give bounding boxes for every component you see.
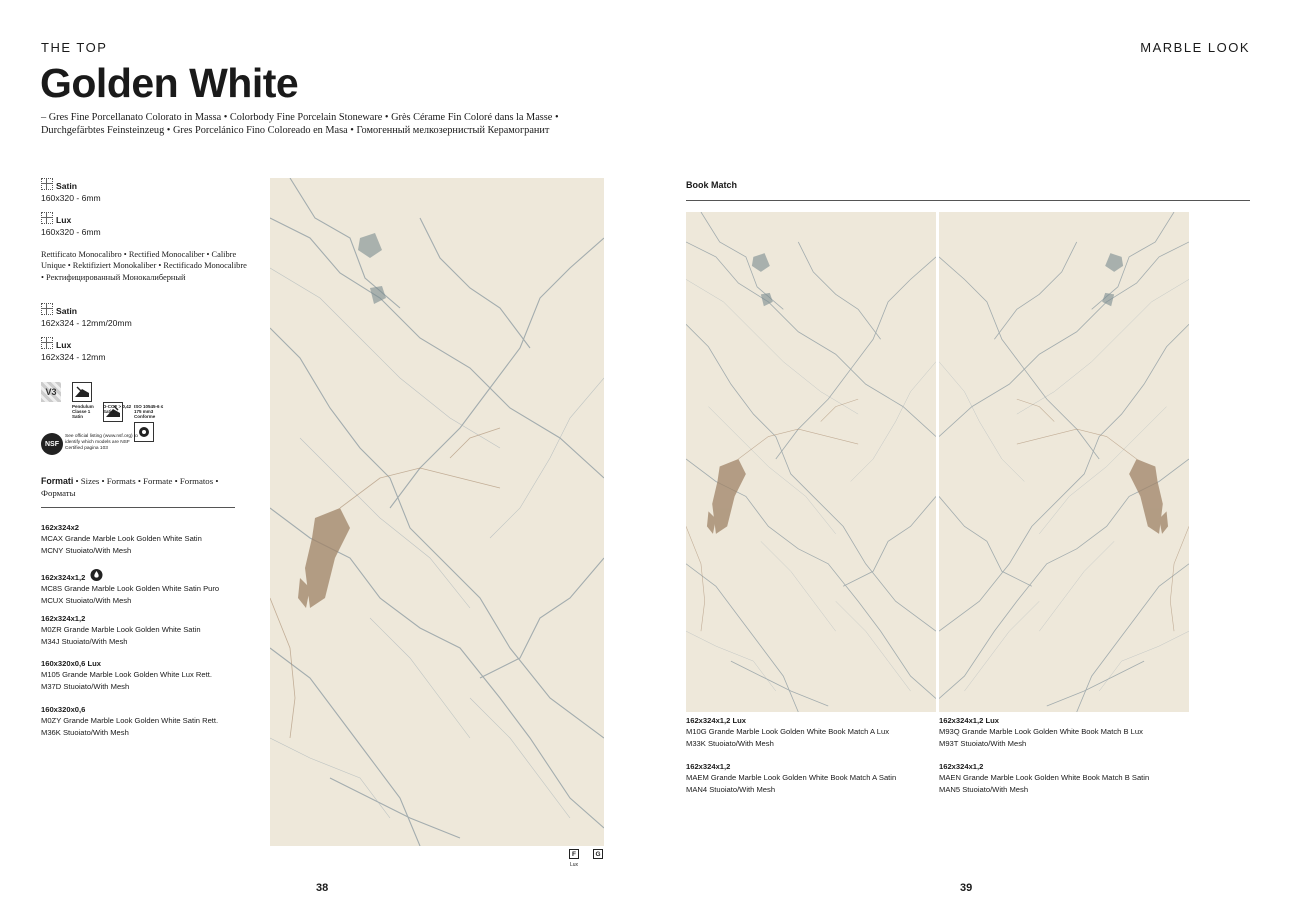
item-desc: MAEM Grande Marble Look Golden White Book Match A Satin [686,773,897,783]
category-label: MARBLE LOOK [1140,40,1250,55]
item-size: 162x324x1,2 [686,762,731,771]
item-desc: MC8S Grande Marble Look Golden White Satin Puro [41,584,220,594]
v-rating-icon: V3 [41,382,61,402]
finish-icon [41,337,53,349]
collection-label: THE TOP [41,40,108,55]
item-mesh: M36K Stuoiato/With Mesh [41,727,129,737]
list-item [41,658,212,692]
spec-size: 162x324 - 12mm [41,351,106,362]
item-size: 162x324x2 [41,523,80,532]
book-match-a-image [686,212,936,712]
spec-finish: Satin [56,181,78,191]
formats-translations: • Sizes • Formats • Formate • Formatos • Форматы [41,476,219,498]
finish-g-badge: G [593,849,603,859]
iso-label: ISO 10545-6 ≤ 175 mm3 Conforme [134,404,164,420]
badge-lux-label: Lux [570,862,579,868]
item-desc: MAEN Grande Marble Look Golden White Book Match B Satin [939,773,1150,783]
item-desc: M93Q Grande Marble Look Golden White Book Match B Lux [939,727,1143,737]
item-mesh: M34J Stuoiato/With Mesh [41,636,128,646]
finish-icon [41,212,53,224]
item-size: 160x320x0,6 Lux [41,659,101,668]
spec-finish: Satin [56,306,78,316]
item-mesh: MCNY Stuoiato/With Mesh [41,545,132,555]
finish-icon [41,178,53,190]
formats-label: Formati [41,476,74,486]
item-size: 162x324x1,2 Lux [939,716,999,725]
spec-size: 162x324 - 12mm/20mm [41,317,132,328]
item-size: 162x324x1,2 [41,614,86,623]
item-mesh: MAN4 Stuoiato/With Mesh [686,784,776,794]
subtitle-line-2: Durchgefärbtes Feinsteinzeug • Gres Porcelánico Fino Coloreado en Masa • Гомогенный мелкозернистый Керамогранит [41,125,550,136]
page-number-right: 39 [960,882,973,894]
formats-divider [41,507,235,508]
item-mesh: M93T Stuoiato/With Mesh [939,738,1027,748]
item-size: 162x324x1,2 [41,573,86,582]
item-mesh: MAN5 Stuoiato/With Mesh [939,784,1029,794]
item-desc: M0ZY Grande Marble Look Golden White Satin Rett. [41,716,219,726]
spec-lux-6mm [41,212,101,238]
item-mesh: M33K Stuoiato/With Mesh [686,738,774,748]
formats-heading [41,476,241,499]
book-match-b-image [939,212,1189,712]
list-item [939,761,1149,795]
spec-finish: Lux [56,215,72,225]
pendulum-icon [72,382,92,402]
spec-size: 160x320 - 6mm [41,226,101,237]
spec-finish: Lux [56,340,72,350]
rectified-note: Rettificato Monocalibro • Rectified Monocaliber • Calibre Unique • Rektifiziert Monokaliber • Rectificado Monocalibre • Ректифицированный Монокалиберный [41,250,247,282]
subtitle-line-1: – Gres Fine Porcellanato Colorato in Massa • Colorbody Fine Porcelain Stoneware • Grès Cérame Fin Coloré dans la Masse • [41,112,559,123]
finish-f-badge: F [569,849,579,859]
book-match-divider [686,200,1250,201]
item-desc: M10G Grande Marble Look Golden White Book Match A Lux [686,727,890,737]
item-desc: M0ZR Grande Marble Look Golden White Satin [41,625,201,635]
spec-satin-6mm [41,178,101,204]
item-mesh: M37D Stuoiato/With Mesh [41,681,130,691]
list-item [41,522,202,556]
list-item [41,613,201,647]
spec-size: 160x320 - 6mm [41,192,101,203]
slab-image [270,178,604,846]
spec-lux-12mm [41,337,106,363]
item-size: 162x324x1,2 [939,762,984,771]
list-item [686,761,896,795]
list-item [939,715,1143,749]
book-match-heading: Book Match [686,180,738,190]
water-drop-icon [90,567,103,582]
nsf-logo: NSF [41,433,63,455]
item-mesh: MCUX Stuoiato/With Mesh [41,595,132,605]
list-item [41,567,219,606]
spec-satin-12mm [41,303,132,329]
item-size: 160x320x0,6 [41,705,86,714]
item-desc: MCAX Grande Marble Look Golden White Satin [41,534,202,544]
list-item [686,715,889,749]
page-number-left: 38 [316,882,329,894]
nsf-note: See official listing (www.nsf.org) to identify which models are NSF Certified pagina 103 [65,434,138,451]
item-desc: M105 Grande Marble Look Golden White Lux Rett. [41,670,212,680]
dcof-label: D-COF > 0,42 Satin [103,404,132,415]
finish-icon [41,303,53,315]
page-title: Golden White [40,60,299,106]
list-item [41,704,218,738]
subtitle [41,111,611,137]
pendulum-label: Pendulum Classe 1 Satin [72,404,94,420]
item-size: 162x324x1,2 Lux [686,716,746,725]
